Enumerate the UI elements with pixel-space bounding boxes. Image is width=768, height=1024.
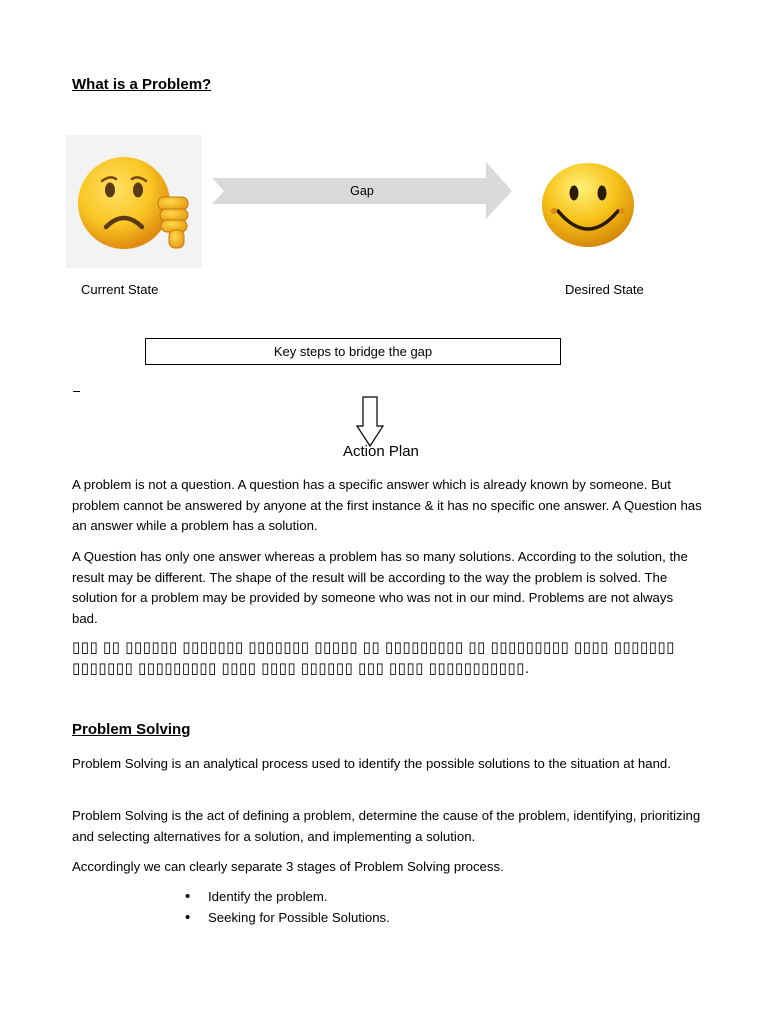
list-item: • Seeking for Possible Solutions. [185,907,390,928]
paragraph-many-solutions: A Question has only one answer whereas a problem has so many solutions. According to the solution, the result may be different. The shape of the result will be according to the way the problem is solved. The solution for a problem may be provided by someone who was not in our mind. Problems are not always bad. [72,549,688,626]
sad-thumbs-down-emoji-icon [66,135,202,268]
paragraph-act-of-defining: Problem Solving is the act of defining a problem, determine the cause of the problem, identifying, prioritizing and selecting alternatives for a solution, and implementing a solution. [72,808,701,844]
stages-list [185,886,390,928]
key-steps-box [145,338,561,365]
paragraph-analytical-process: Problem Solving is an analytical process used to identify the possible solutions to the situation at hand. [72,756,671,771]
current-state-label: Current State [81,282,159,297]
current-state-image [66,135,202,268]
section-title-what-is-problem: What is a Problem? [72,76,212,93]
non-latin-text: ▯▯▯ ▯▯ ▯▯▯▯▯▯ ▯▯▯▯▯▯▯ ▯▯▯▯▯▯▯ ▯▯▯▯▯ ▯▯ ▯▯▯▯▯▯▯▯▯ ▯▯ ▯▯▯▯▯▯▯▯▯ ▯▯▯▯ ▯▯▯▯▯▯▯ ▯▯▯▯▯▯▯ ▯▯▯▯▯▯▯▯▯ ▯▯▯▯ ▯▯▯▯ ▯▯▯▯▯▯ ▯▯▯ ▯▯▯▯ ▯▯▯▯▯▯▯▯▯▯▯. [72,639,675,677]
section-title-problem-solving: Problem Solving [72,721,191,738]
down-arrow-icon [355,396,385,448]
paragraph-three-stages: Accordingly we can clearly separate 3 stages of Problem Solving process. [72,859,504,874]
action-plan-label: Action Plan [343,443,419,460]
stray-underline-mark [73,391,80,392]
paragraph-question-vs-problem: A problem is not a question. A question has a specific answer which is already known by someone. But problem cannot be answered by anyone at the first instance & it has no specific one answer. A Question has an answer while a problem has a solution. [72,477,702,533]
key-steps-label: Key steps to bridge the gap [273,344,433,359]
desired-state-label: Desired State [565,282,644,297]
gap-label: Gap [350,184,374,198]
smiley-emoji-icon [540,161,636,249]
list-item: • Identify the problem. [185,886,390,907]
